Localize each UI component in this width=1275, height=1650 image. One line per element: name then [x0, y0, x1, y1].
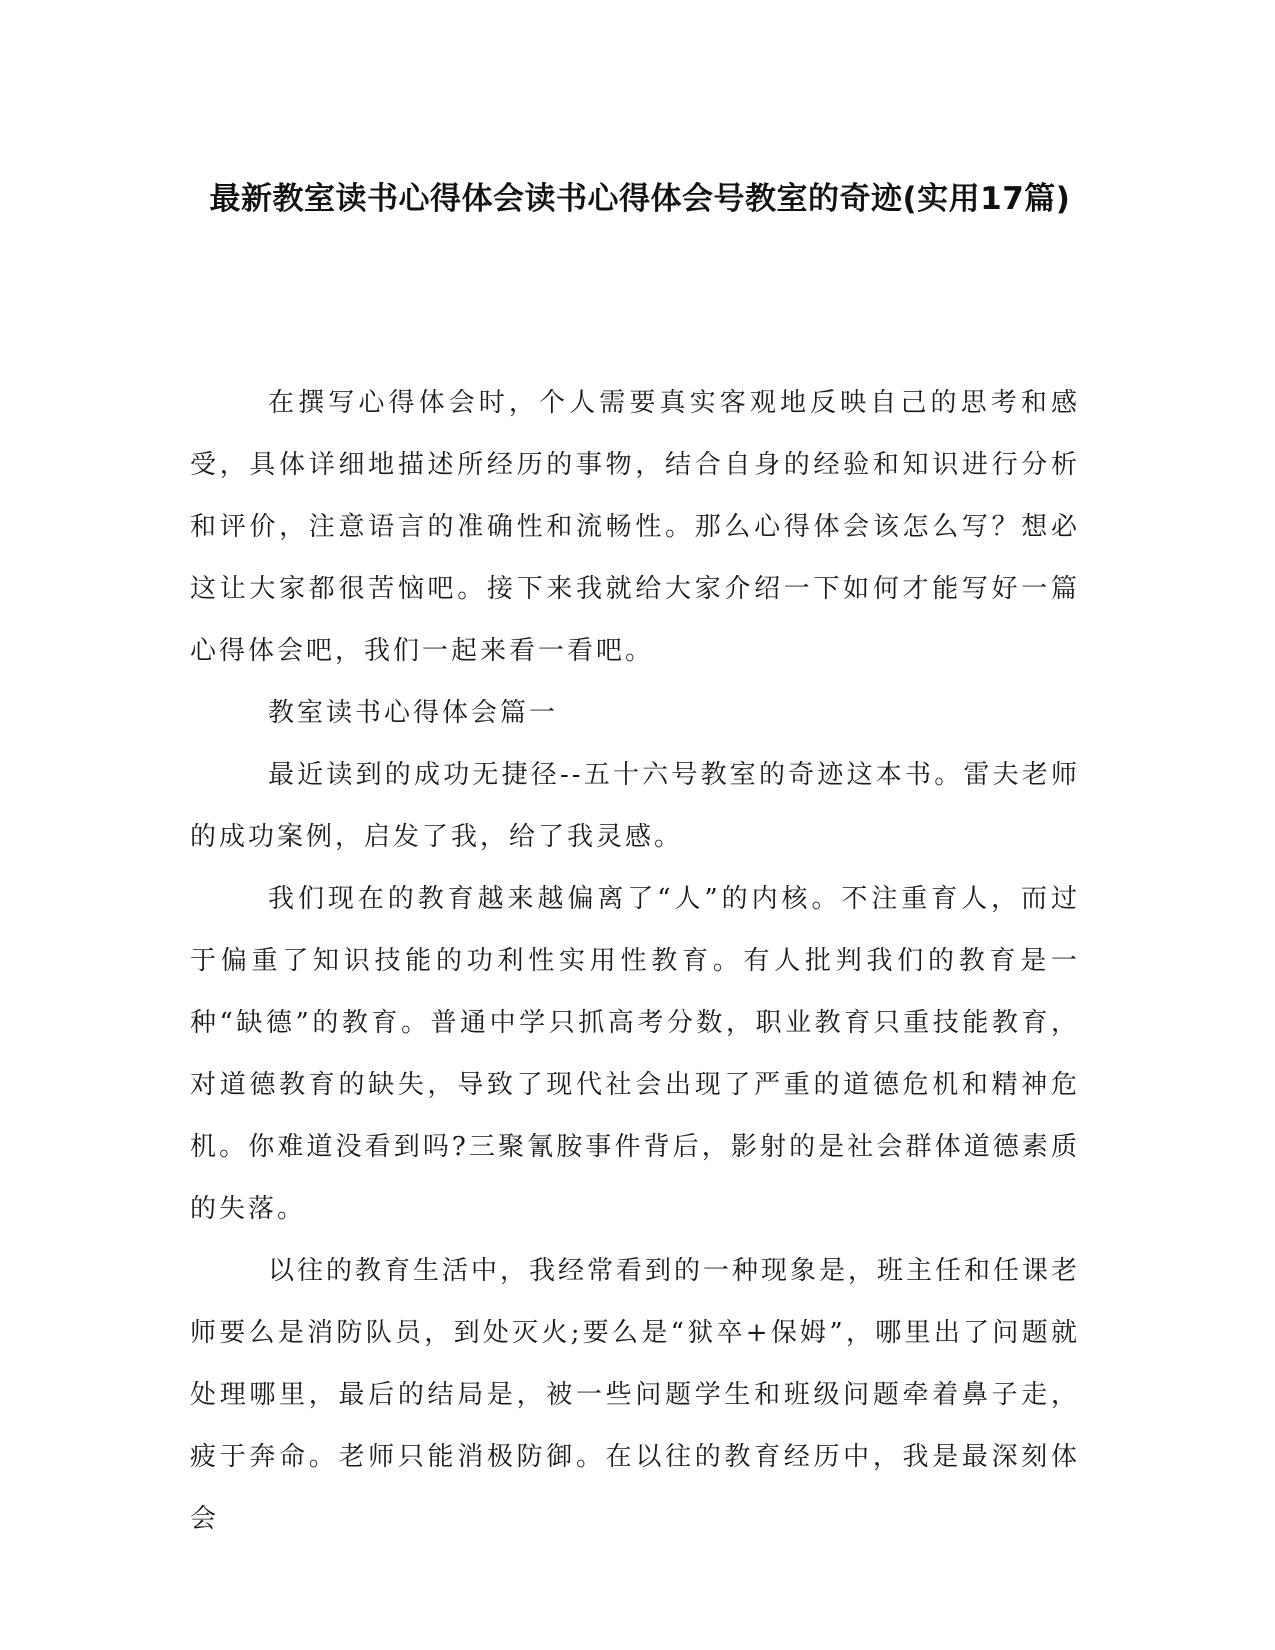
section-heading: 教室读书心得体会篇一 [268, 698, 559, 728]
document-body [190, 372, 1080, 1550]
paragraph-book: 最近读到的成功无捷径--五十六号教室的奇迹这本书。雷夫老师的成功案例，启发了我，给了我灵感。 [190, 760, 1080, 852]
paragraph-experience: 以往的教育生活中，我经常看到的一种现象是，班主任和任课老师要么是消防队员，到处灭火;要么是“狱卒+保姆”，哪里出了问题就处理哪里，最后的结局是，被一些问题学生和班级问题牵着鼻子走，疲于奔命。老师只能消极防御。在以往的教育经历中，我是最深刻体会 [190, 1256, 1081, 1534]
document-title: 最新教室读书心得体会读书心得体会号教室的奇迹(实用17篇) [209, 181, 1071, 217]
paragraph-intro: 在撰写心得体会时，个人需要真实客观地反映自己的思考和感受，具体详细地描述所经历的事物，结合自身的经验和知识进行分析和评价，注意语言的准确性和流畅性。那么心得体会该怎么写？想必这让大家都很苦恼吧。接下来我就给大家介绍一下如何才能写好一篇心得体会吧，我们一起来看一看吧。 [190, 388, 1080, 666]
paragraph-education: 我们现在的教育越来越偏离了“人”的内核。不注重育人，而过于偏重了知识技能的功利性实用性教育。有人批判我们的教育是一种“缺德”的教育。普通中学只抓高考分数，职业教育只重技能教育，对道德教育的缺失，导致了现代社会出现了严重的道德危机和精神危机。你难道没看到吗?三聚氰胺事件背后，影射的是社会群体道德素质的失落。 [190, 884, 1080, 1224]
